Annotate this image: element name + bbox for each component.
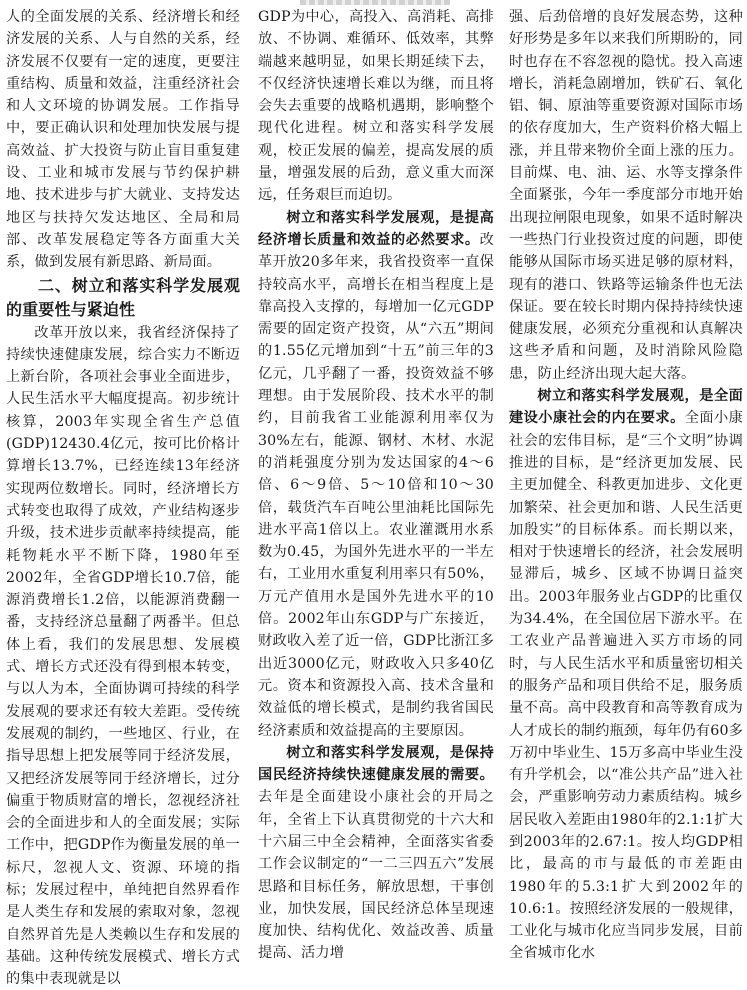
paragraph-body: 去年是全面建设小康社会的开局之年，全省上下认真贯彻党的十六大和十六届三中全会精神，全面落实省委工作会议制定的“一二三四五六”发展思路和目标任务，解放思想，干事创业，加快发展，国民经济总体呈现速度加快、结构优化、效益改善、质量提高、活力增 [258, 789, 494, 962]
bold-lead-sentence: 树立和落实科学发展观，是提高经济增长质量和效益的必然要求。 [258, 209, 494, 248]
paragraph: 改革开放以来，我省经济保持了持续快速健康发展，综合实力不断迈上新台阶，各项社会事业全面进步，人民生活水平大幅度提高。初步统计核算，2003年实现全省生产总值(GDP)12430.4亿元，按可比价格计算增长13.7%，已经连续13年经济实现两位数增长。同时，经济增长方式转变也取得了成效，产业结构逐步升级，技术进步贡献率持续提高，能耗物耗水平不断下降，1980年至2002年，全省GDP增长10.7倍，能源消费增长1.2倍，以能源消费翻一番，支持经济总量翻了两番半。但总体上看，我们的发展思想、发展模式、增长方式还没有得到根本转变，与以人为本，全面协调可持续的科学发展观的要求还有较大差距。受传统发展观的制约，一些地区、行业，在指导思想上把发展等同于经济发展，又把经济发展等同于经济增长，过分偏重于物质财富的增长，忽视经济社会的全面进步和人的全面发展；实际工作中，把GDP作为衡量发展的单一标尺，忽视人文、资源、环境的指标；发展过程中，单纯把自然界看作是人类生存和发展的索取对象，忽视自然界首先是人类赖以生存和发展的基础。这种传统发展模式、增长方式的集中表现就是以 [6, 324, 240, 988]
paragraph-continued: GDP为中心，高投入、高消耗、高排放、不协调、难循环、低效率，其弊端越来越明显，如果长期延续下去，不仅经济快速增长难以为继，而且将会失去重要的战略机遇期，影响整个现代化进程。树立和落实科学发展观，校正发展的偏差，提高发展的质量，增强发展的后劲，意义重大而深远，任务艰巨而迫切。 [258, 9, 494, 204]
paragraph [258, 742, 494, 965]
paragraph [258, 207, 494, 742]
paragraph-continued: 人的全面发展的关系、经济增长和经济发展的关系、人与自然的关系，经济发展不仅要有一定的速度，更要注重结构、质量和效益，注重经济社会和人文环境的协调发展。工作指导中，要正确认识和处理加快发展与提高效益、扩大投资与防止盲目重复建设、工业和城市发展与节约保护耕地、技术进步与扩大就业、支持发达地区与扶持欠发达地区、全局和局部、改革发展稳定等各方面重大关系，做到发展有新思路、新局面。 [6, 9, 240, 271]
paragraph [509, 385, 743, 965]
running-title-cutoff [300, 0, 450, 5]
paragraph-continued: 强、后劲倍增的良好发展态势，这种好形势是多年以来我们所期盼的，同时也存在不容忽视的隐忧。投入高速增长，消耗急剧增加，铁矿石、氧化铝、铜、原油等重要资源对国际市场的依存度加大，生产资料价格大幅上涨，并且带来物价全面上涨的压力。目前煤、电、油、运、水等支撑条件全面紧张，今年一季度部分市地开始出现拉闸限电现象，如果不适时解决一些热门行业投资过度的问题，即使能够从国际市场买进足够的原材料，现有的港口、铁路等运输条件也无法保证。要在较长时期内保持持续快速健康发展，必须充分重视和认真解决这些矛盾和问题，及时消除风险隐患，防止经济出现大起大落。 [509, 9, 743, 382]
paragraph-body: 全面小康社会的宏伟目标，是“三个文明”协调推进的目标，是“经济更加发展、民主更加健全、科教更加进步、文化更加繁荣、社会更加和谐、人民生活更加殷实”的目标体系。而长期以来，相对于快速增长的经济，社会发展明显滞后，城乡、区域不协调日益突出。2003年服务业占GDP的比重仅为34.4%，在全国位居下游水平。在工农业产品普遍进入买方市场的同时，与人民生活水平和质量密切相关的服务产品和项目供给不足，服务质量不高。高中段教育和高等教育成为人才成长的制约瓶颈，每年仍有60多万初中毕业生、15万多高中毕业生没有升学机会，以“准公共产品”进入社会，严重影响劳动力素质结构。城乡居民收入差距由1980年的2.1:1扩大到2003年的2.67:1。按人均GDP相比，最高的市与最低的市差距由1980年的5.3:1扩大到2002年的10.6:1。按照经济发展的一般规律，工业化与城市化应当同步发展，目前全省城市化水 [509, 410, 743, 962]
section-heading: 二、树立和落实科学发展观的重要性与紧迫性 [6, 275, 240, 319]
text-column-3 [509, 6, 743, 962]
bold-lead-sentence: 树立和落实科学发展观，是全面建设小康社会的内在要求。 [509, 388, 743, 427]
bold-lead-sentence: 树立和落实科学发展观，是保持国民经济持续快速健康发展的需要。 [258, 744, 494, 784]
paragraph-body: 改革开放20多年来，我省投资率一直保持较高水平，高增长在相当程度上是靠高投入支撑的，每增加一亿元GDP需要的固定资产投资，从“六五”期间的1.55亿元增加到“十五”前三年的3亿元，几乎翻了一番，投资效益不够理想。由于发展阶段、技术水平的制约，目前我省工业能源利用率仅为30%左右，能源、钢材、木材、水泥的消耗强度分别为发达国家的4～6倍、6～9倍、5～10倍和10～30倍，载货汽车百吨公里油耗比国际先进水平高1倍以上。农业灌溉用水系数为0.45，为国外先进水平的一半左右，工业用水重复利用率只有50%，万元产值用水是国外先进水平的10倍。2002年山东GDP与广东接近，财政收入差了近一倍，GDP比浙江多出近3000亿元，财政收入只多40亿元。资本和资源投入高、技术含量和效益低的增长模式，是制约我省国民经济素质和效益提高的主要原因。 [258, 231, 494, 739]
text-column-2 [258, 6, 494, 962]
text-column-1 [6, 6, 240, 988]
